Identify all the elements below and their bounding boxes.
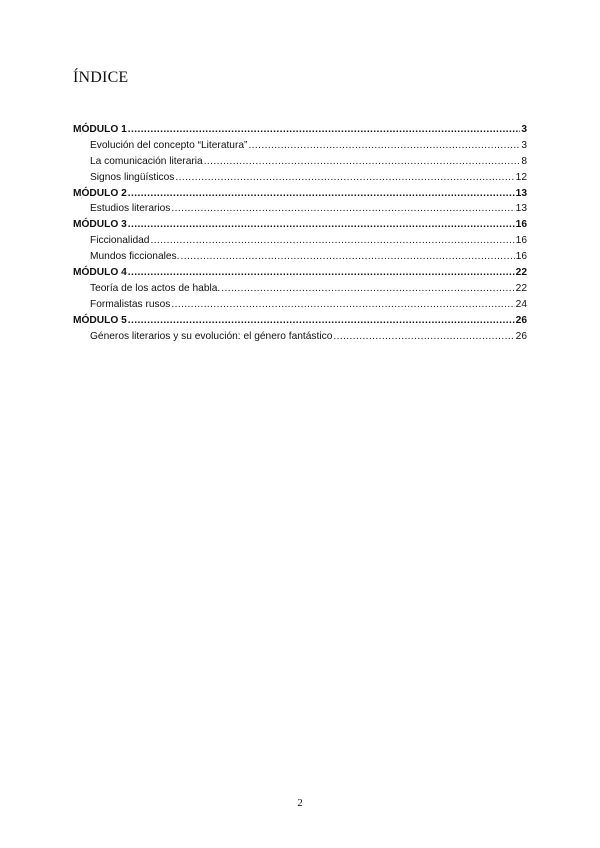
toc-entry-label: La comunicación literaria [90,155,203,167]
toc-entry[interactable] [73,297,527,313]
toc-entry-page: 3 [521,139,527,151]
toc-entry-page: 24 [515,298,527,310]
toc-entry-label: MÓDULO 1 [73,124,127,135]
toc-entry-page: 12 [515,171,527,183]
toc-entry-label: Estudios literarios [90,203,171,215]
dot-leader [180,249,514,265]
dot-leader [128,122,521,138]
toc-entry-module-5[interactable] [73,313,527,329]
toc-entry[interactable] [73,154,527,170]
dot-leader [221,281,514,297]
toc-entry-module-3[interactable] [73,217,527,233]
toc-entry-label: MÓDULO 3 [73,219,127,231]
toc-entry-module-2[interactable] [73,186,527,202]
dot-leader [150,233,514,249]
toc-entry-page: 22 [515,282,527,294]
toc-entry-page: 3 [521,124,527,135]
toc-entry[interactable] [73,249,527,265]
dot-leader [333,329,514,345]
toc-entry-page: 16 [515,219,527,231]
toc-entry[interactable] [73,138,527,154]
dot-leader [128,265,515,281]
toc-entry[interactable] [73,281,527,297]
toc-entry-label: Teoría de los actos de habla. [90,282,221,294]
toc-entry-page: 26 [515,314,527,326]
dot-leader [175,170,514,186]
toc-entry-label: Géneros literarios y su evolución: el género fantástico [90,330,333,342]
toc-entry-label: Formalistas rusos [90,298,171,310]
dot-leader [204,154,521,170]
dot-leader [128,313,515,329]
toc-entry-page: 13 [515,203,527,215]
dot-leader [128,217,515,233]
toc-entry-label: MÓDULO 2 [73,187,127,199]
toc-entry-label: Signos lingüísticos [90,171,175,183]
toc-entry-label: Evolución del concepto “Literatura” [90,139,248,151]
toc-entry-page: 26 [515,330,527,342]
toc-entry[interactable] [73,201,527,217]
dot-leader [171,297,514,313]
toc-entry-page: 8 [521,155,527,167]
dot-leader [128,186,515,202]
toc-entry-module-1[interactable] [73,122,527,138]
toc-entry-page: 16 [515,251,527,263]
toc-entry-label: MÓDULO 5 [73,314,127,326]
toc-entry-label: MÓDULO 4 [73,267,127,279]
toc-entry-page: 13 [515,187,527,199]
toc-entry-page: 16 [515,235,527,247]
toc-entry[interactable] [73,233,527,249]
toc-entry-label: Ficcionalidad [90,235,150,247]
toc-entry[interactable] [73,329,527,345]
toc-entry-page: 22 [515,267,527,279]
table-of-contents [73,122,527,344]
page-title: ÍNDICE [73,69,129,86]
dot-leader [248,138,520,154]
page-number: 2 [297,797,303,809]
toc-entry[interactable] [73,170,527,186]
toc-entry-label: Mundos ficcionales. [90,251,180,263]
dot-leader [171,201,514,217]
toc-entry-module-4[interactable] [73,265,527,281]
